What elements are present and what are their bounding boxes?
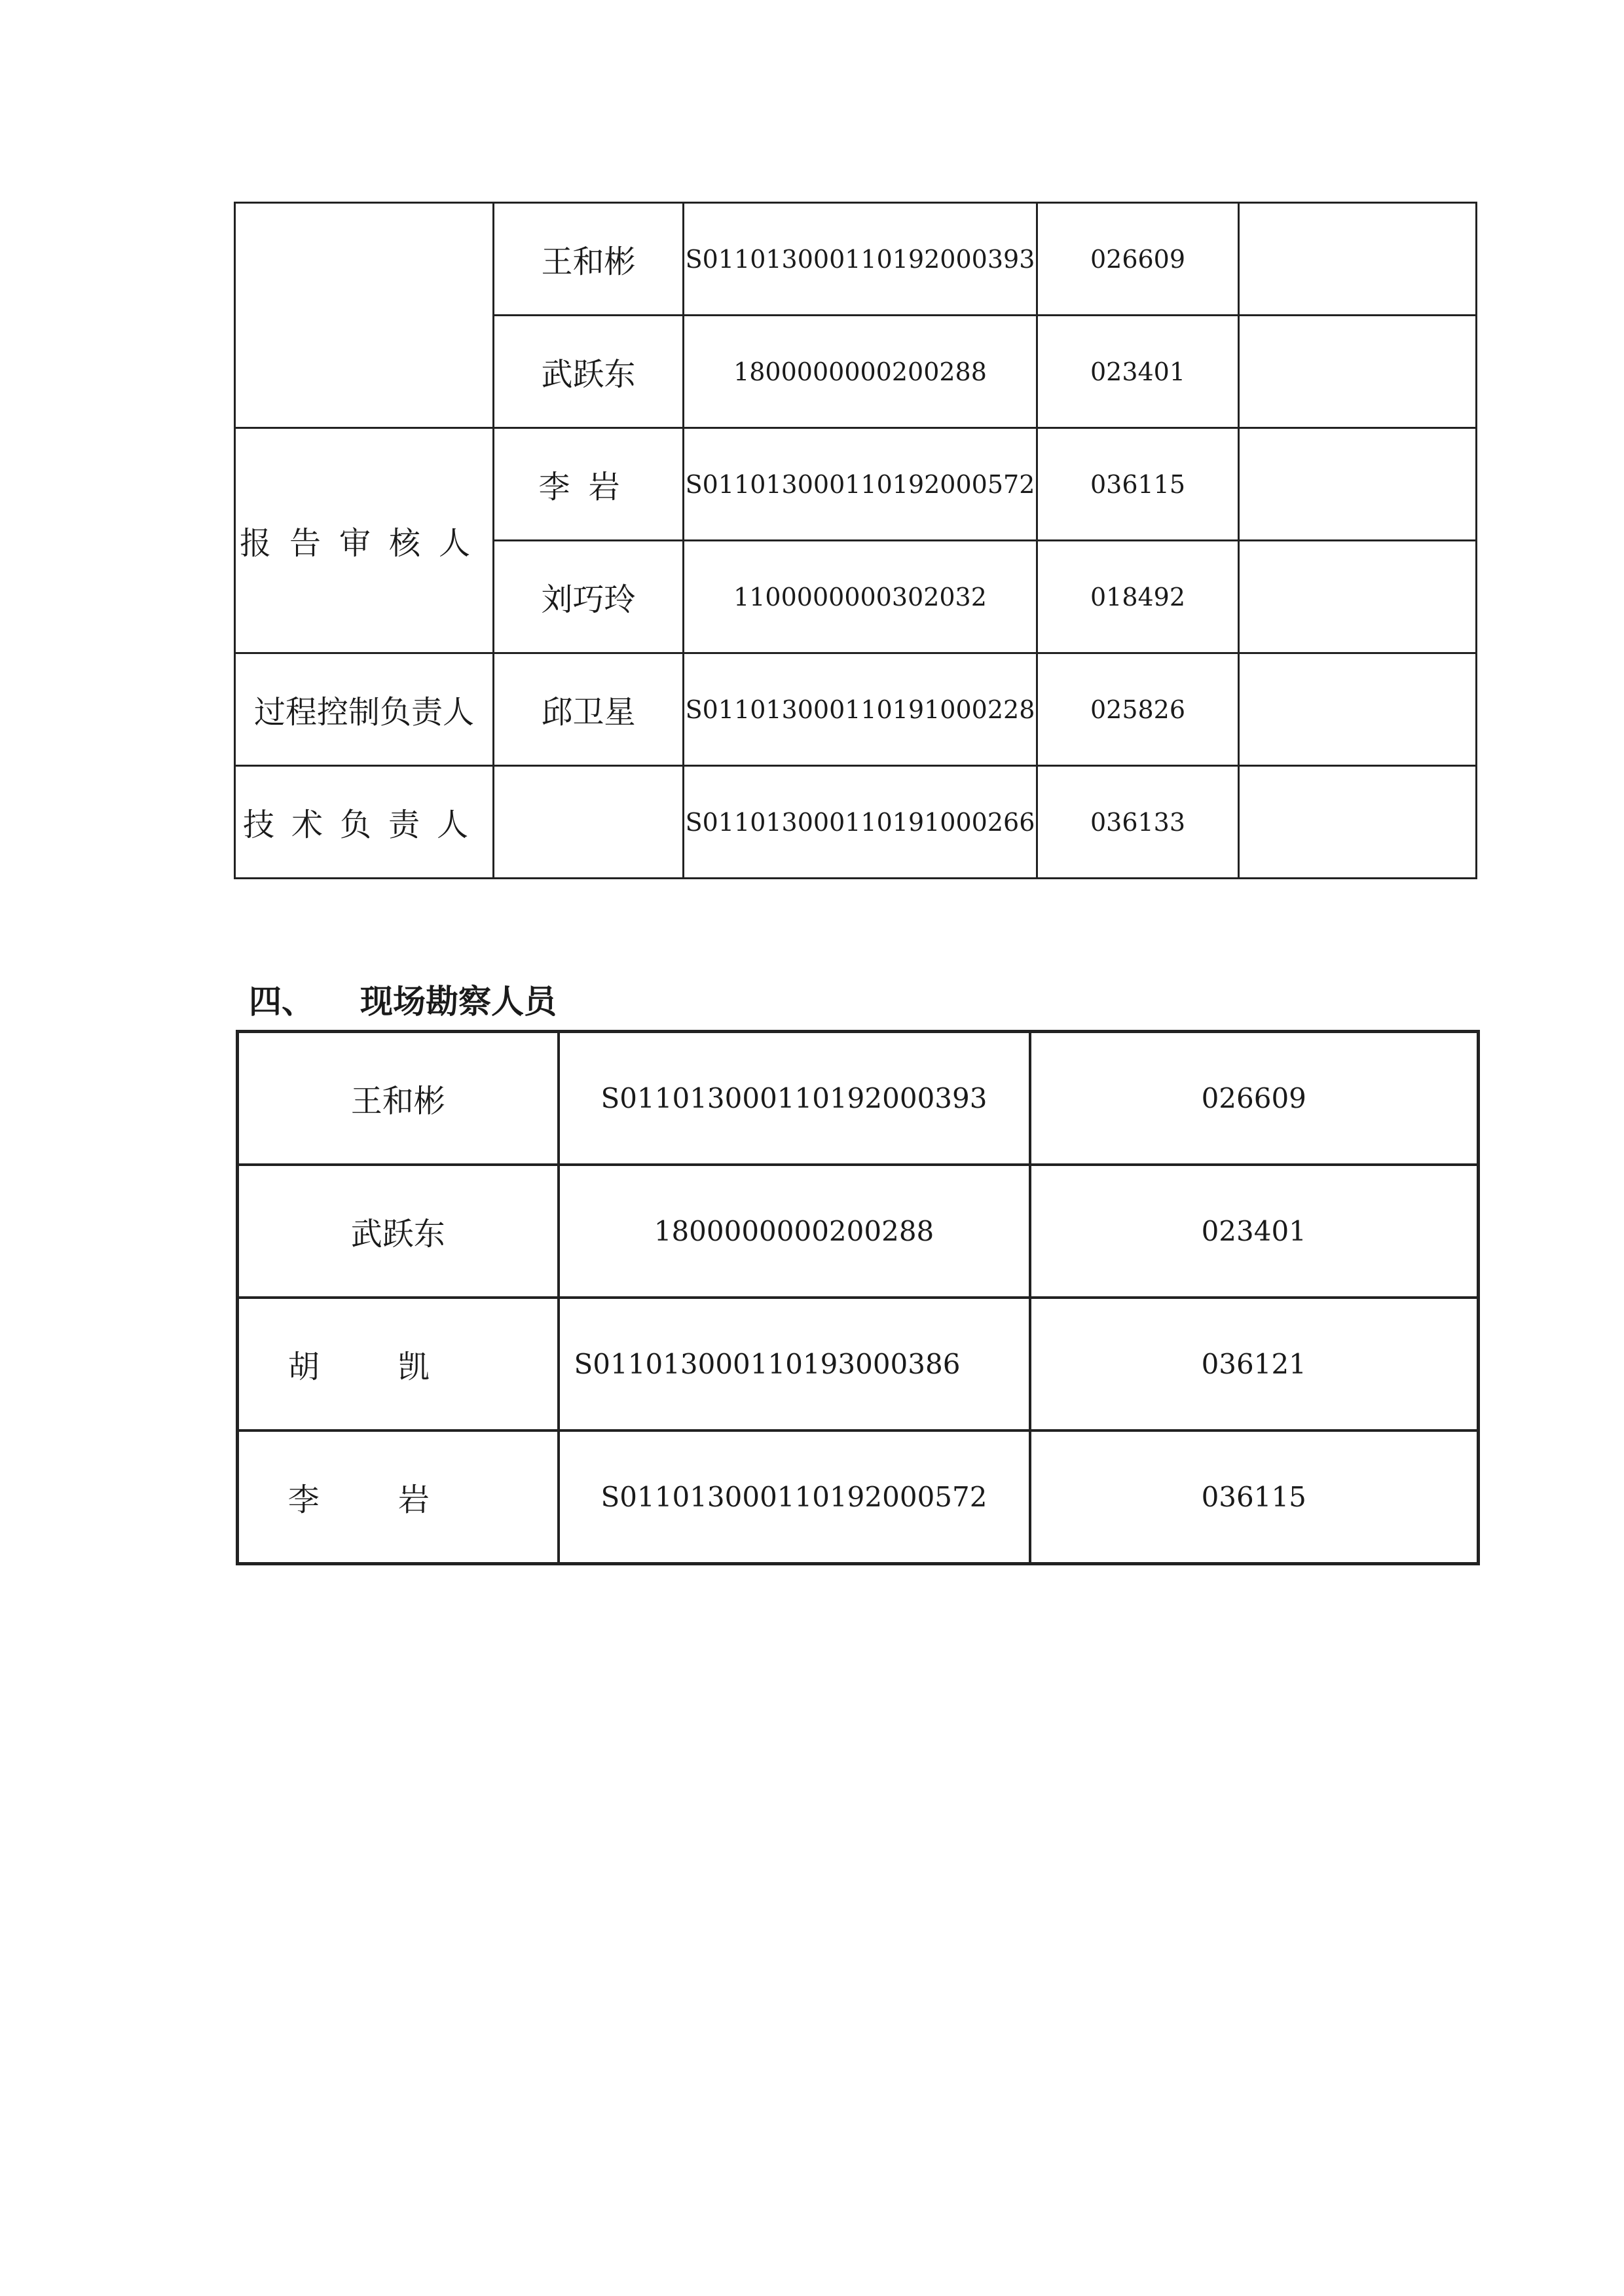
name-cell: 邱卫星 bbox=[494, 653, 684, 766]
id-cell: 023401 bbox=[1037, 316, 1239, 428]
certificate-cell: S011013000110191000266 bbox=[684, 766, 1037, 879]
name-cell: 王和彬 bbox=[494, 203, 684, 316]
name-cell: 李岩 bbox=[238, 1430, 559, 1564]
note-cell bbox=[1239, 428, 1477, 541]
certificate-cell: 1100000000302032 bbox=[684, 541, 1037, 653]
note-cell bbox=[1239, 653, 1477, 766]
section-title: 现场勘察人员 bbox=[360, 983, 557, 1021]
certificate-cell: S011013000110192000393 bbox=[559, 1032, 1030, 1165]
name-cell: 李岩 bbox=[494, 428, 684, 541]
table-row bbox=[238, 1032, 1479, 1165]
note-cell bbox=[1239, 541, 1477, 653]
note-cell bbox=[1239, 316, 1477, 428]
name-cell bbox=[494, 766, 684, 879]
certificate-cell: S011013000110193000386 bbox=[559, 1298, 1030, 1430]
name-cell: 王和彬 bbox=[238, 1032, 559, 1165]
certificate-cell: S011013000110192000393 bbox=[684, 203, 1037, 316]
id-cell: 025826 bbox=[1037, 653, 1239, 766]
id-cell: 036115 bbox=[1037, 428, 1239, 541]
name-cell: 胡凯 bbox=[238, 1298, 559, 1430]
id-cell: 026609 bbox=[1030, 1032, 1479, 1165]
id-cell: 036115 bbox=[1030, 1430, 1479, 1564]
certificate-cell: S011013000110192000572 bbox=[684, 428, 1037, 541]
role-cell: 技术负责人 bbox=[235, 766, 494, 879]
table-row bbox=[235, 653, 1477, 766]
survey-table bbox=[236, 1030, 1480, 1565]
name-cell: 武跃东 bbox=[494, 316, 684, 428]
id-cell: 018492 bbox=[1037, 541, 1239, 653]
table-row bbox=[235, 428, 1477, 541]
name-cell: 刘巧玲 bbox=[494, 541, 684, 653]
certificate-cell: S011013000110191000228 bbox=[684, 653, 1037, 766]
id-cell: 023401 bbox=[1030, 1165, 1479, 1298]
id-cell: 036121 bbox=[1030, 1298, 1479, 1430]
role-cell: 报告审核人 bbox=[235, 428, 494, 653]
table-row bbox=[238, 1298, 1479, 1430]
table-row bbox=[238, 1165, 1479, 1298]
id-cell: 036133 bbox=[1037, 766, 1239, 879]
table-row bbox=[235, 203, 1477, 316]
staff-table bbox=[234, 202, 1477, 879]
role-cell: 过程控制负责人 bbox=[235, 653, 494, 766]
certificate-cell: S011013000110192000572 bbox=[559, 1430, 1030, 1564]
role-cell bbox=[235, 203, 494, 428]
section-number: 四、 bbox=[249, 983, 314, 1021]
table-row bbox=[235, 766, 1477, 879]
name-cell: 武跃东 bbox=[238, 1165, 559, 1298]
id-cell: 026609 bbox=[1037, 203, 1239, 316]
note-cell bbox=[1239, 203, 1477, 316]
note-cell bbox=[1239, 766, 1477, 879]
table-row bbox=[238, 1430, 1479, 1564]
certificate-cell: 1800000000200288 bbox=[684, 316, 1037, 428]
certificate-cell: 1800000000200288 bbox=[559, 1165, 1030, 1298]
section-heading bbox=[249, 975, 557, 1023]
